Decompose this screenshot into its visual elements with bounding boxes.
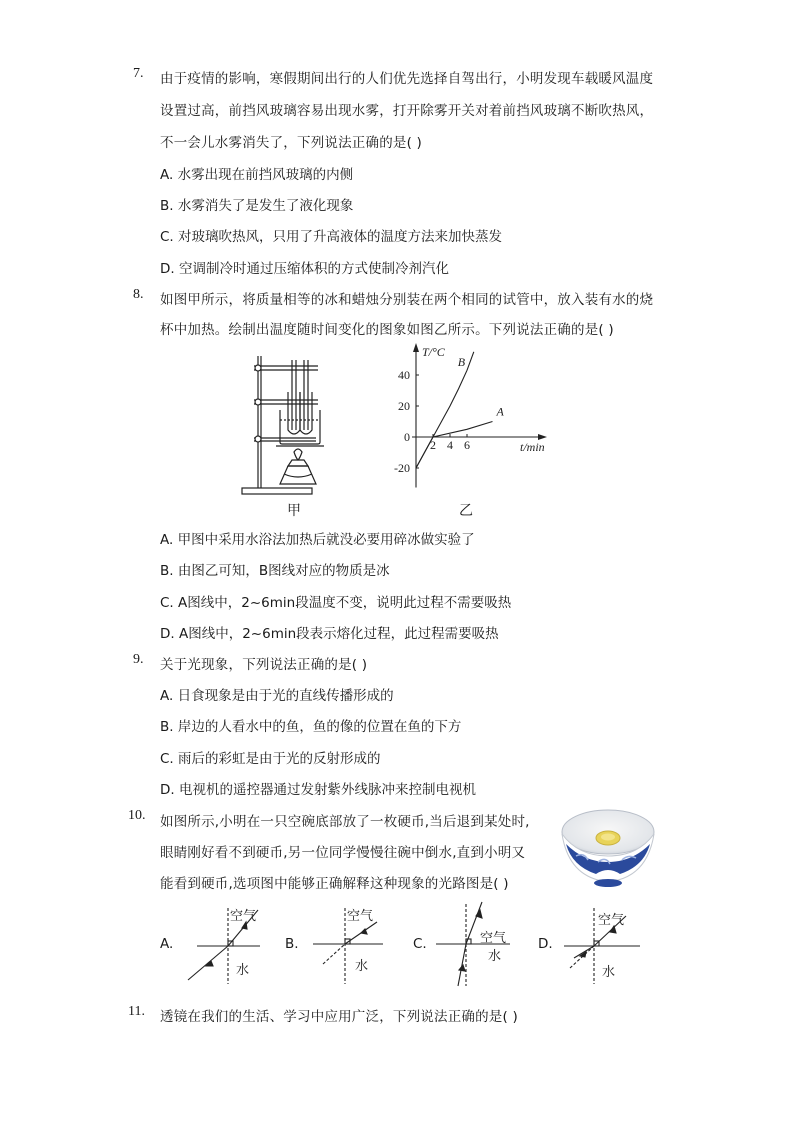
- diagram-option-b-label: B.: [285, 936, 299, 952]
- series-line-a: [416, 422, 493, 469]
- question-text: 如图所示,小明在一只空碗底部放了一枚硬币,当后退到某处时,: [160, 814, 530, 830]
- light-path-diagram-c: [430, 896, 520, 990]
- option-a: A. 水雾出现在前挡风玻璃的内侧: [160, 167, 354, 183]
- question-number: 9.: [133, 652, 144, 667]
- air-label: 空气: [480, 930, 507, 945]
- water-label: 水: [236, 962, 250, 977]
- question-text: 杯中加热。绘制出温度随时间变化的图象如图乙所示。下列说法正确的是( ): [160, 322, 614, 338]
- question-number: 11.: [128, 1004, 145, 1019]
- option-c: C. 对玻璃吹热风，只用了升高液体的温度方法来加快蒸发: [160, 229, 503, 245]
- x-tick-label: 4: [447, 438, 453, 452]
- water-bath-apparatus-figure: [236, 352, 332, 498]
- option-d: D. 空调制冷时通过压缩体积的方式使制冷剂汽化: [160, 261, 449, 277]
- y-axis-label: T/°C: [422, 345, 445, 359]
- light-path-diagram-a: [180, 900, 265, 986]
- figure-caption-yi: 乙: [459, 503, 473, 519]
- question-number: 10.: [128, 808, 146, 823]
- option-b: B. 由图乙可知，B图线对应的物质是冰: [160, 563, 390, 579]
- water-label: 水: [488, 948, 502, 963]
- question-text: 不一会儿水雾消失了，下列说法正确的是( ): [160, 135, 423, 151]
- x-tick-label: 6: [464, 438, 470, 452]
- option-b: B. 水雾消失了是发生了液化现象: [160, 198, 354, 214]
- question-text: 透镜在我们的生活、学习中应用广泛，下列说法正确的是( ): [160, 1009, 518, 1025]
- y-tick-label: 0: [404, 430, 410, 444]
- question-text: 关于光现象，下列说法正确的是( ): [160, 657, 368, 673]
- water-label: 水: [602, 964, 616, 979]
- option-b: B. 岸边的人看水中的鱼，鱼的像的位置在鱼的下方: [160, 719, 462, 735]
- y-tick-label: -20: [394, 461, 410, 475]
- question-text: 由于疫情的影响，寒假期间出行的人们优先选择自驾出行，小明发现车载暖风温度: [160, 71, 654, 87]
- y-tick-label: 40: [398, 368, 410, 382]
- option-a: A. 甲图中采用水浴法加热后就没必要用碎冰做实验了: [160, 532, 475, 548]
- question-text: 设置过高，前挡风玻璃容易出现水雾，打开除雾开关对着前挡风玻璃不断吹热风，: [160, 103, 654, 119]
- light-path-diagram-d: [558, 900, 648, 986]
- y-tick-label: 20: [398, 399, 410, 413]
- option-d: D. 电视机的遥控器通过发射紫外线脉冲来控制电视机: [160, 782, 476, 798]
- light-path-diagram-b: [305, 900, 390, 986]
- x-tick-label: 2: [430, 438, 436, 452]
- question-text: 能看到硬币,选项图中能够正确解释这种现象的光路图是( ): [160, 876, 509, 892]
- option-d: D. A图线中，2~6min段表示熔化过程，此过程需要吸热: [160, 626, 499, 642]
- option-a: A. 日食现象是由于光的直线传播形成的: [160, 688, 394, 704]
- x-axis-label: t/min: [520, 440, 545, 454]
- question-text: 如图甲所示，将质量相等的冰和蜡烛分别装在两个相同的试管中，放入装有水的烧: [160, 292, 654, 308]
- question-number: 7.: [133, 66, 144, 81]
- bowl-with-coin-image: [558, 800, 658, 892]
- figure-caption-jia: 甲: [287, 503, 301, 519]
- water-label: 水: [355, 958, 369, 973]
- question-text: 眼睛刚好看不到硬币,另一位同学慢慢往碗中倒水,直到小明又: [160, 845, 526, 861]
- series-label-b: B: [457, 354, 466, 369]
- diagram-option-d-label: D.: [538, 936, 553, 952]
- series-label-a: A: [496, 404, 504, 419]
- air-label: 空气: [598, 912, 625, 927]
- diagram-option-c-label: C.: [413, 936, 427, 952]
- y-axis-arrow: [413, 343, 419, 352]
- air-label: 空气: [347, 908, 374, 923]
- diagram-option-a-label: A.: [160, 936, 174, 952]
- question-number: 8.: [133, 287, 144, 302]
- option-c: C. 雨后的彩虹是由于光的反射形成的: [160, 751, 381, 767]
- option-c: C. A图线中，2~6min段温度不变，说明此过程不需要吸热: [160, 595, 512, 611]
- temperature-time-chart: [380, 340, 555, 502]
- air-label: 空气: [230, 908, 257, 923]
